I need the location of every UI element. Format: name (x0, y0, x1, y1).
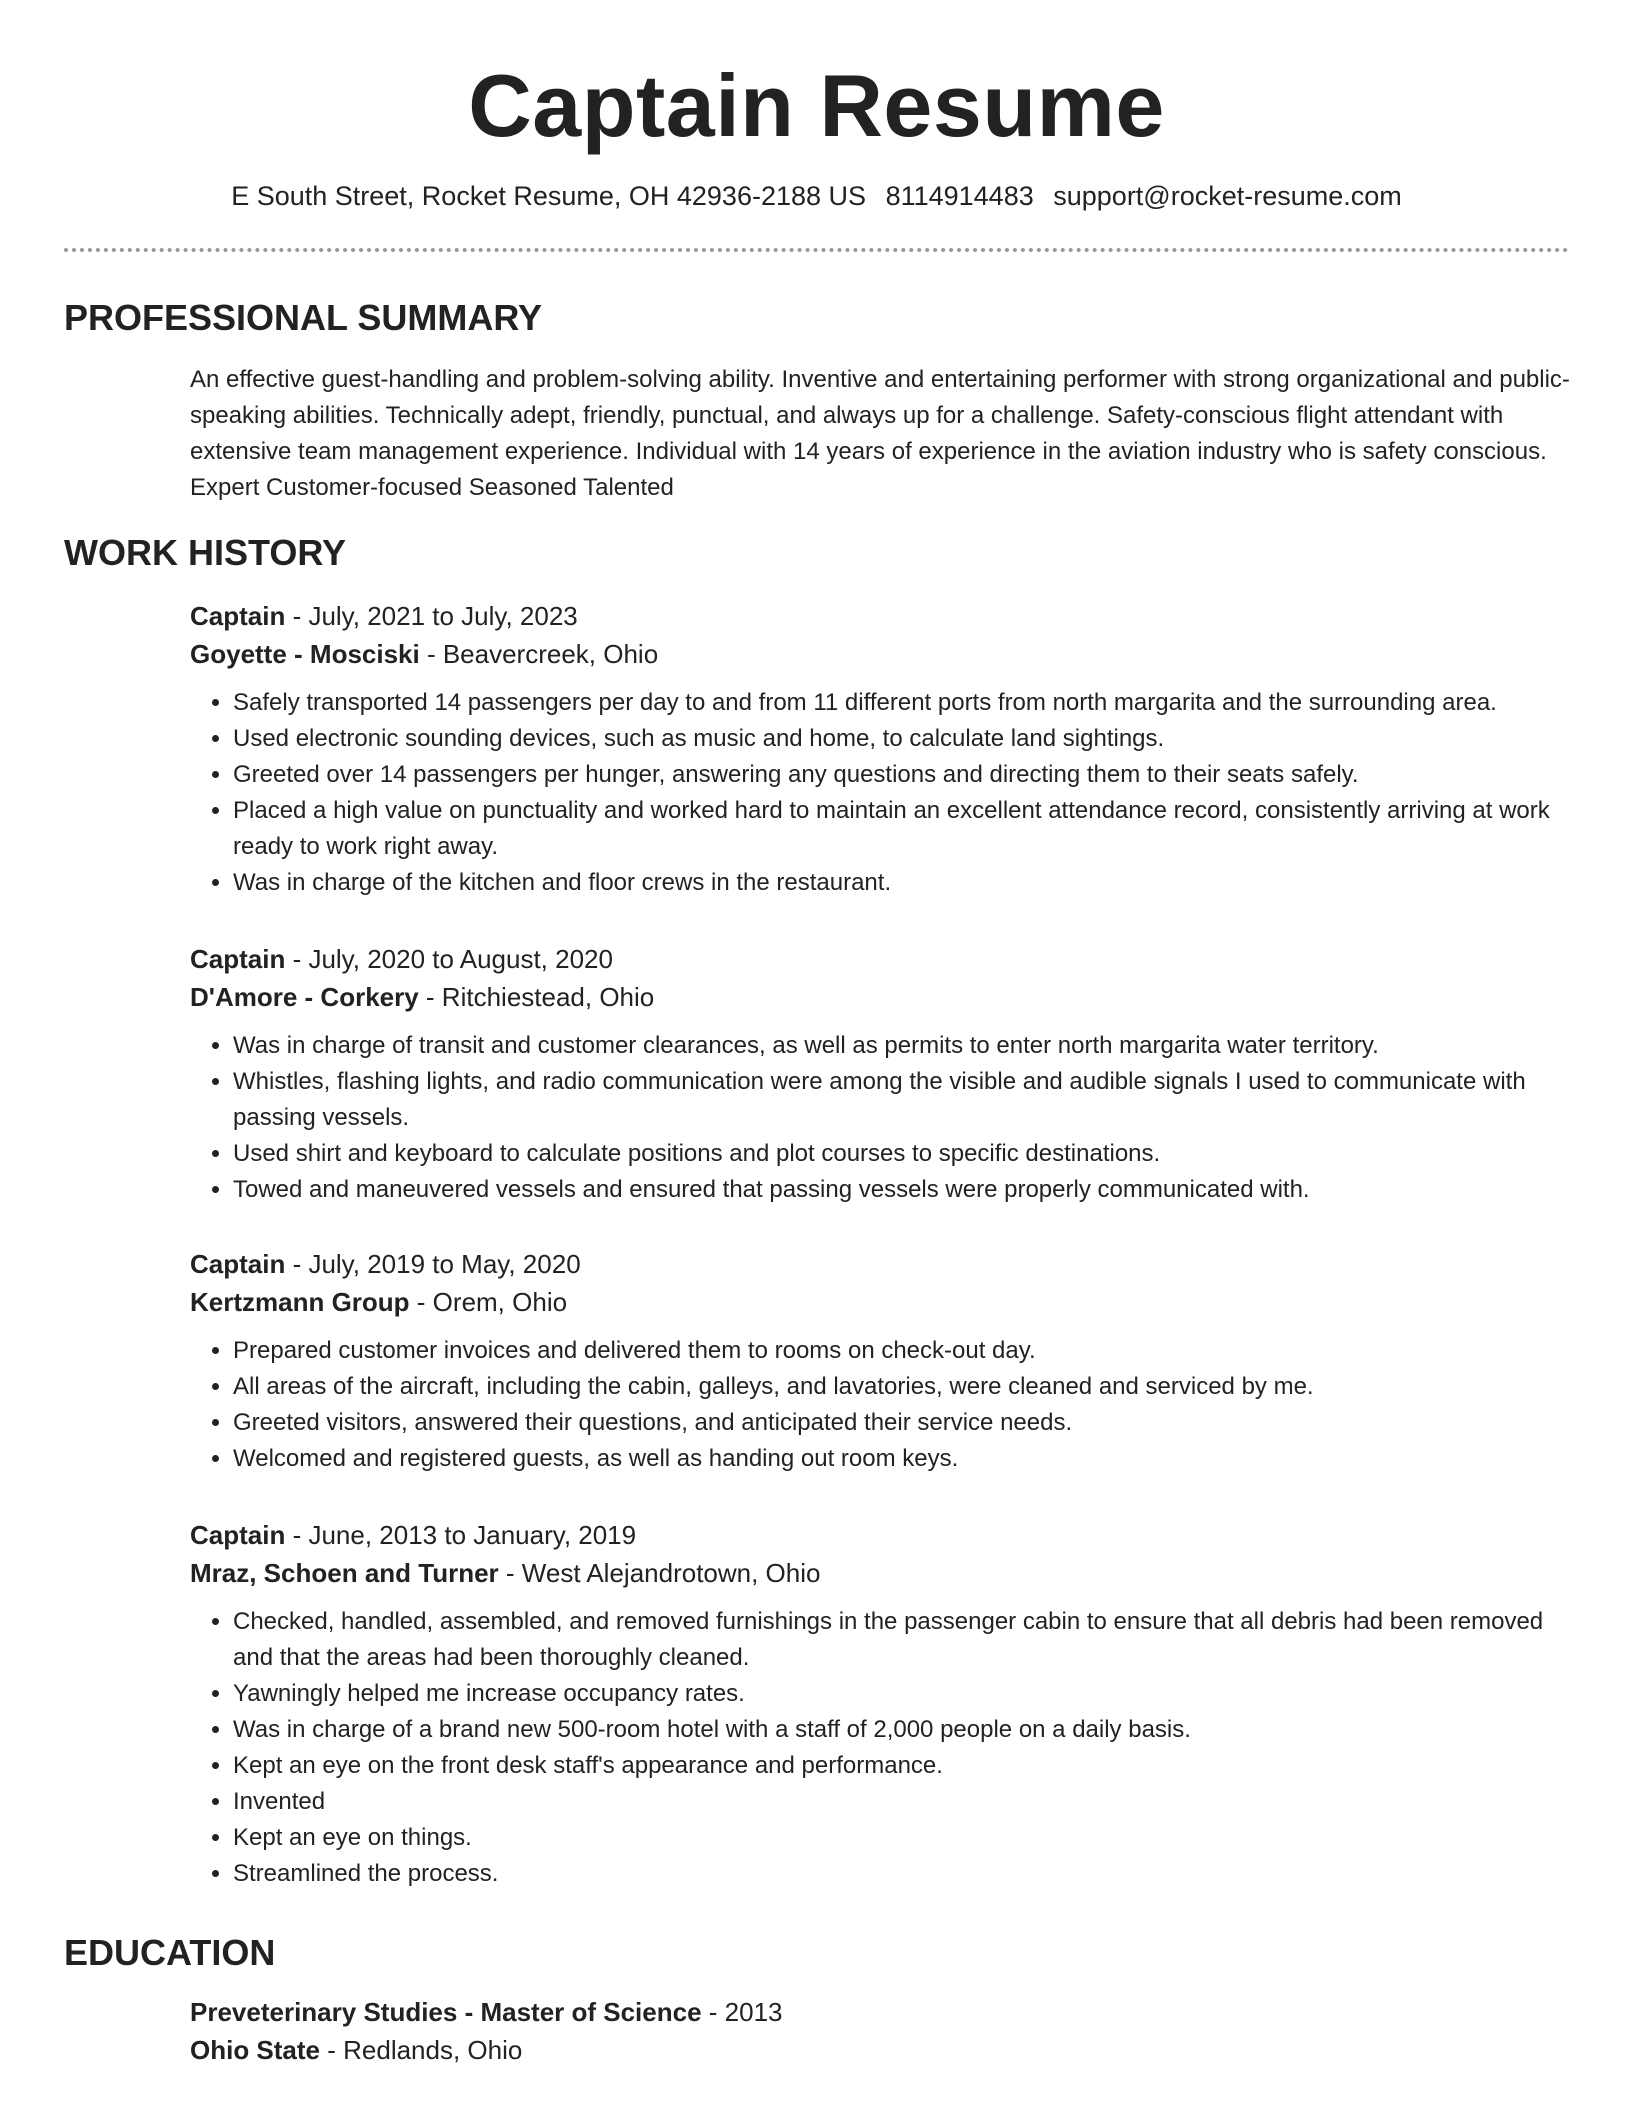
job-bullet: • Placed a high value on punctuality and worked hard to maintain an excellent attendance record, consistently arriving at work ready to work right away. (233, 793, 1570, 865)
job-bullet: • Whistles, flashing lights, and radio communication were among the visible and audible signals I used to communicate with passing vessels. (233, 1064, 1570, 1136)
job-company-line (190, 1283, 1570, 1321)
job-dates: - July, 2019 to May, 2020 (285, 1249, 581, 1279)
education-entry (190, 1993, 1570, 2069)
section-title-education: EDUCATION (64, 1932, 276, 1973)
job-bullets (190, 685, 1570, 901)
job-bullets (190, 1604, 1570, 1892)
education-degree-line (190, 1993, 1570, 2031)
job-title: Captain (190, 944, 286, 974)
job-bullet: • Kept an eye on the front desk staff's appearance and performance. (233, 1748, 1570, 1784)
job-location: - Orem, Ohio (409, 1287, 568, 1317)
job-bullet: • Safely transported 14 passengers per day to and from 11 different ports from north margarita and the surrounding area. (233, 685, 1570, 721)
job-title: Captain (190, 1249, 286, 1279)
education-year: - 2013 (701, 1997, 783, 2027)
job-title: Captain (190, 1520, 286, 1550)
job-bullet: • Kept an eye on things. (233, 1820, 1570, 1856)
resume-name: Captain Resume (468, 56, 1165, 155)
job-location: - Beavercreek, Ohio (419, 639, 659, 669)
job-title-line (190, 940, 1570, 978)
job-company: D'Amore - Corkery (190, 982, 419, 1012)
summary-text: An effective guest-handling and problem-solving ability. Inventive and entertaining performer with strong organizational and public-speaking abilities. Technically adept, friendly, punctual, and always up for a challenge. Safety-conscious flight attendant with extensive team management experience. Individual with 14 years of experience in the aviation industry who is safety conscious. Expert Customer-focused Seasoned Talented (190, 366, 1570, 501)
education-school-line (190, 2031, 1570, 2069)
job-dates: - July, 2021 to July, 2023 (285, 601, 578, 631)
job-title-line (190, 1516, 1570, 1554)
job-bullet: • Prepared customer invoices and delivered them to rooms on check-out day. (233, 1333, 1570, 1369)
education-location: - Redlands, Ohio (320, 2035, 523, 2065)
section-title-summary: PROFESSIONAL SUMMARY (64, 297, 543, 338)
job-location: - Ritchiestead, Ohio (418, 982, 655, 1012)
job-bullet: • Used shirt and keyboard to calculate positions and plot courses to specific destinations. (233, 1136, 1570, 1172)
section-title-work: WORK HISTORY (64, 532, 347, 573)
job-bullet: • Greeted visitors, answered their questions, and anticipated their service needs. (233, 1405, 1570, 1441)
job-bullet: • Welcomed and registered guests, as well as handing out room keys. (233, 1441, 1570, 1477)
job-company-line (190, 635, 1570, 673)
job-bullet: • All areas of the aircraft, including the cabin, galleys, and lavatories, were cleaned and serviced by me. (233, 1369, 1570, 1405)
job-bullet: • Checked, handled, assembled, and removed furnishings in the passenger cabin to ensure that all debris had been removed and that the areas had been thoroughly cleaned. (233, 1604, 1570, 1676)
education-school: Ohio State (190, 2035, 321, 2065)
job-title: Captain (190, 601, 286, 631)
job-dates: - July, 2020 to August, 2020 (285, 944, 613, 974)
contact-line (64, 176, 1569, 216)
job-bullet: • Was in charge of the kitchen and floor crews in the restaurant. (233, 865, 1570, 901)
education-degree: Preveterinary Studies - Master of Science (190, 1997, 702, 2027)
job-company: Goyette - Mosciski (190, 639, 420, 669)
contact-address: E South Street, Rocket Resume, OH 42936-2188 US (231, 181, 867, 211)
job-bullet: • Yawningly helped me increase occupancy rates. (233, 1676, 1570, 1712)
job-company-line (190, 978, 1570, 1016)
job-bullets (190, 1333, 1570, 1477)
job-bullets (190, 1028, 1570, 1208)
job-dates: - June, 2013 to January, 2019 (285, 1520, 637, 1550)
job-entry (190, 1245, 1570, 1477)
job-company: Kertzmann Group (190, 1287, 410, 1317)
contact-email: support@rocket-resume.com (1053, 181, 1402, 211)
job-bullet: • Invented (233, 1784, 1570, 1820)
job-bullet: • Towed and maneuvered vessels and ensured that passing vessels were properly communicated with. (233, 1172, 1570, 1208)
job-bullet: • Was in charge of a brand new 500-room hotel with a staff of 2,000 people on a daily basis. (233, 1712, 1570, 1748)
job-entry (190, 1516, 1570, 1892)
job-company-line (190, 1554, 1570, 1592)
job-bullet: • Greeted over 14 passengers per hunger, answering any questions and directing them to their seats safely. (233, 757, 1570, 793)
job-title-line (190, 1245, 1570, 1283)
job-bullet: • Streamlined the process. (233, 1856, 1570, 1892)
job-title-line (190, 597, 1570, 635)
job-entry (190, 940, 1570, 1208)
job-entry (190, 597, 1570, 901)
header-divider (64, 248, 1569, 252)
job-bullet: • Was in charge of transit and customer clearances, as well as permits to enter north margarita water territory. (233, 1028, 1570, 1064)
job-bullet: • Used electronic sounding devices, such as music and home, to calculate land sightings. (233, 721, 1570, 757)
job-location: - West Alejandrotown, Ohio (498, 1558, 821, 1588)
contact-phone: 8114914483 (885, 181, 1034, 211)
resume-page (64, 0, 1570, 2065)
job-company: Mraz, Schoen and Turner (190, 1558, 499, 1588)
